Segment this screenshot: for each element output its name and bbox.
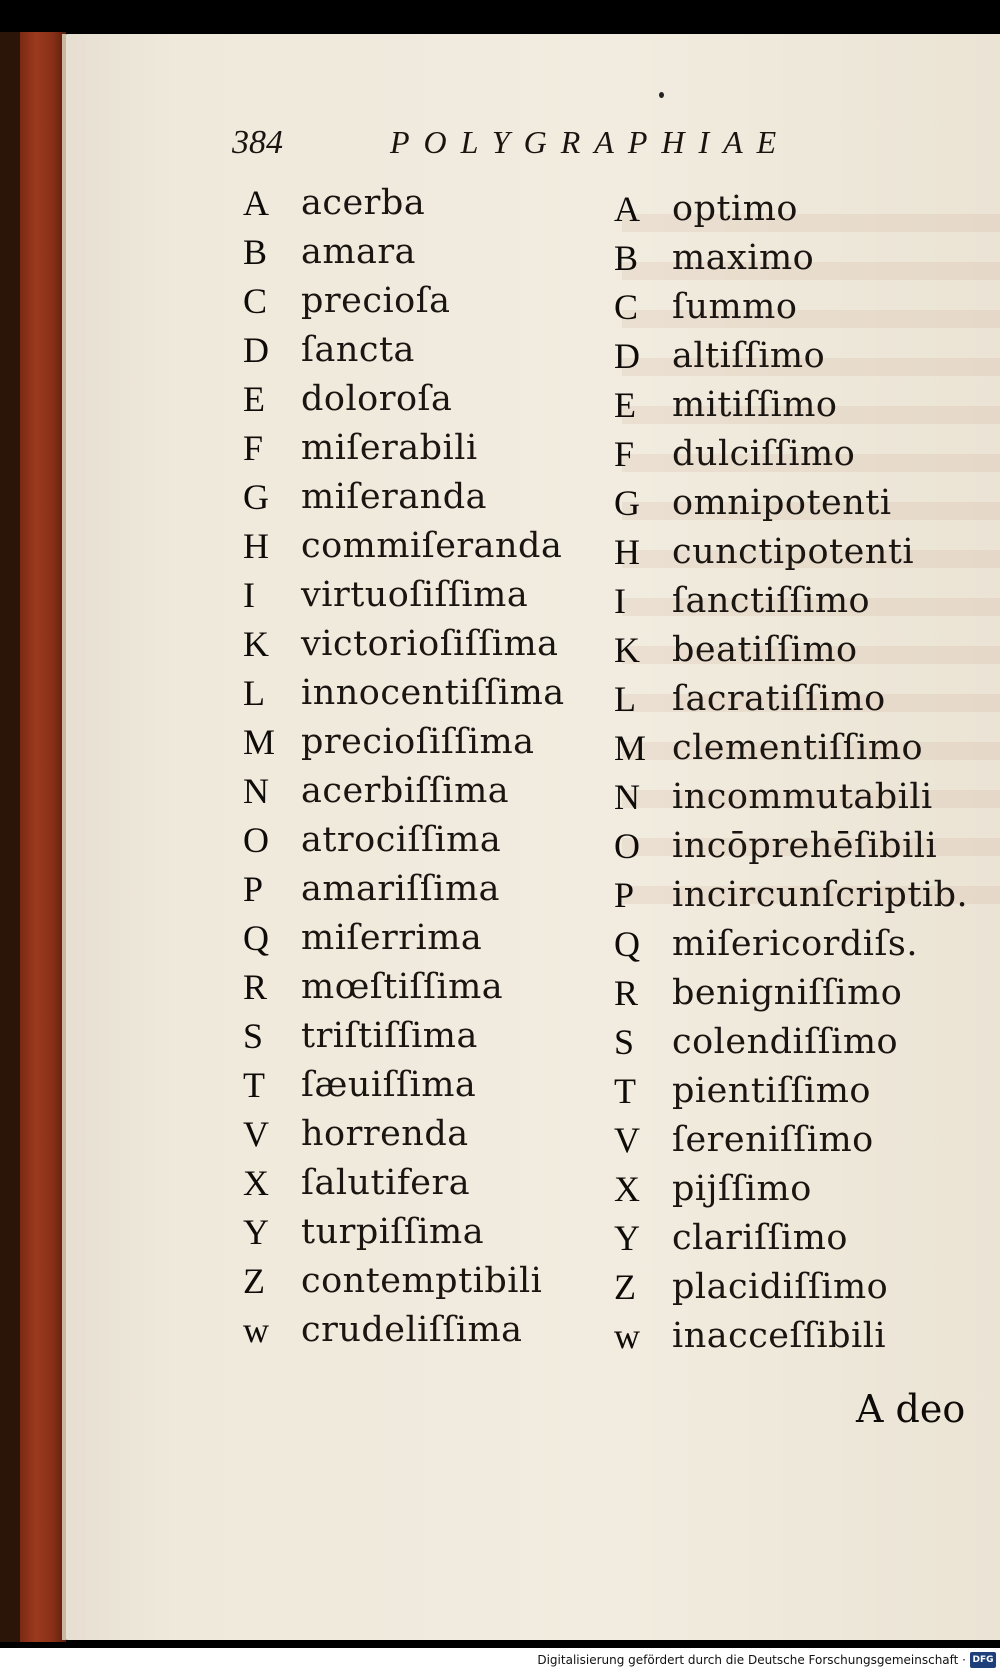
page-edge: [62, 34, 66, 1640]
entry-letter: F: [614, 434, 635, 474]
entry-word: acerba: [301, 183, 426, 223]
entry-word: doloroſa: [301, 379, 453, 419]
entry-word: pientiſſimo: [672, 1071, 871, 1111]
entry-word: ſanctiſſimo: [672, 581, 871, 621]
entry-word: mœſtiſſima: [301, 967, 504, 1007]
entry-letter: O: [243, 820, 269, 860]
entry-word: ſacratiſſimo: [672, 679, 886, 719]
dfg-logo: DFG: [970, 1652, 996, 1668]
entry-letter: A: [614, 189, 640, 229]
entry-word: mitiſſimo: [672, 385, 838, 425]
entry-word: clariſſimo: [672, 1218, 848, 1258]
digitization-footer: [0, 1648, 1000, 1677]
entry-word: precioſiſſima: [301, 722, 535, 762]
entry-letter: P: [614, 875, 635, 915]
ink-dot: [659, 92, 664, 98]
entry-word: ſummo: [672, 287, 798, 327]
binding-shadow: [0, 32, 22, 1642]
entry-letter: V: [243, 1114, 269, 1154]
entry-word: precioſa: [301, 281, 451, 321]
entry-word: commiſeranda: [301, 526, 563, 566]
entry-letter: E: [614, 385, 636, 425]
entry-word: virtuoſiſſima: [301, 575, 529, 615]
entry-letter: Y: [614, 1218, 640, 1258]
entry-letter: N: [614, 777, 640, 817]
entry-letter: X: [614, 1169, 640, 1209]
entry-word: triſtiſſima: [301, 1016, 478, 1056]
entry-word: colendiſſimo: [672, 1022, 899, 1062]
entry-word: pijſſimo: [672, 1169, 812, 1209]
entry-letter: I: [243, 575, 255, 615]
entry-letter: F: [243, 428, 264, 468]
entry-letter: A: [243, 183, 269, 223]
entry-letter: T: [243, 1065, 265, 1105]
funding-credit: Digitalisierung gefördert durch die Deutsche Forschungsgemeinschaft ·: [537, 1653, 966, 1667]
entry-letter: C: [614, 287, 639, 327]
entry-word: innocentiſſima: [301, 673, 565, 713]
red-book-edge: [20, 32, 66, 1642]
entry-word: benigniſſimo: [672, 973, 903, 1013]
entry-letter: K: [243, 624, 269, 664]
entry-letter: B: [614, 238, 639, 278]
entry-word: turpiſſima: [301, 1212, 485, 1252]
entry-letter: S: [243, 1016, 264, 1056]
entry-letter: D: [243, 330, 269, 370]
entry-letter: M: [243, 722, 276, 762]
entry-word: atrociſſima: [301, 820, 502, 860]
entry-letter: L: [614, 679, 636, 719]
entry-word: maximo: [672, 238, 815, 278]
entry-word: clementiſſimo: [672, 728, 924, 768]
entry-letter: V: [614, 1120, 640, 1160]
entry-letter: Z: [614, 1267, 636, 1307]
entry-letter: M: [614, 728, 647, 768]
entry-letter: G: [614, 483, 640, 523]
entry-letter: K: [614, 630, 640, 670]
entry-letter: H: [243, 526, 269, 566]
entry-word: incircunſcriptib.: [672, 875, 969, 915]
entry-letter: Q: [243, 918, 269, 958]
entry-word: contemptibili: [301, 1261, 543, 1301]
entry-word: ſalutifera: [301, 1163, 471, 1203]
entry-word: amariſſima: [301, 869, 501, 909]
entry-letter: E: [243, 379, 265, 419]
running-head: POLYGRAPHIAE: [390, 124, 791, 160]
entry-word: acerbiſſima: [301, 771, 510, 811]
catchword: A deo: [856, 1387, 966, 1431]
entry-word: victorioſiſſima: [301, 624, 559, 664]
entry-word: incōprehēſibili: [672, 826, 938, 866]
page-number: 384: [232, 124, 283, 161]
entry-word: miſerrima: [301, 918, 483, 958]
entry-word: dulciſſimo: [672, 434, 856, 474]
entry-letter: D: [614, 336, 640, 376]
entry-letter: B: [243, 232, 268, 272]
entry-letter: G: [243, 477, 269, 517]
entry-word: cunctipotenti: [672, 532, 915, 572]
entry-word: amara: [301, 232, 417, 272]
entry-letter: L: [243, 673, 265, 713]
entry-word: omnipotenti: [672, 483, 892, 523]
entry-word: crudeliſſima: [301, 1310, 523, 1350]
entry-letter: X: [243, 1163, 269, 1203]
entry-word: ſereniſſimo: [672, 1120, 874, 1160]
entry-letter: R: [243, 967, 268, 1007]
entry-word: inacceſſibili: [672, 1316, 887, 1356]
entry-letter: S: [614, 1022, 635, 1062]
entry-letter: Q: [614, 924, 640, 964]
entry-letter: O: [614, 826, 640, 866]
entry-letter: P: [243, 869, 264, 909]
entry-letter: C: [243, 281, 268, 321]
entry-letter: Z: [243, 1261, 265, 1301]
entry-letter: w: [614, 1316, 640, 1356]
entry-word: miſerabili: [301, 428, 478, 468]
entry-letter: Y: [243, 1212, 269, 1252]
entry-word: incommutabili: [672, 777, 933, 817]
entry-word: beatiſſimo: [672, 630, 858, 670]
entry-letter: w: [243, 1310, 269, 1350]
entry-word: optimo: [672, 189, 798, 229]
entry-word: miſeranda: [301, 477, 487, 517]
entry-letter: R: [614, 973, 639, 1013]
entry-letter: H: [614, 532, 640, 572]
entry-word: ſæuiſſima: [301, 1065, 477, 1105]
entry-letter: N: [243, 771, 269, 811]
entry-letter: T: [614, 1071, 636, 1111]
entry-word: placidiſſimo: [672, 1267, 889, 1307]
entry-word: horrenda: [301, 1114, 469, 1154]
entry-word: miſericordiſs.: [672, 924, 919, 964]
entry-letter: I: [614, 581, 626, 621]
entry-word: altiſſimo: [672, 336, 826, 376]
entry-word: ſancta: [301, 330, 415, 370]
